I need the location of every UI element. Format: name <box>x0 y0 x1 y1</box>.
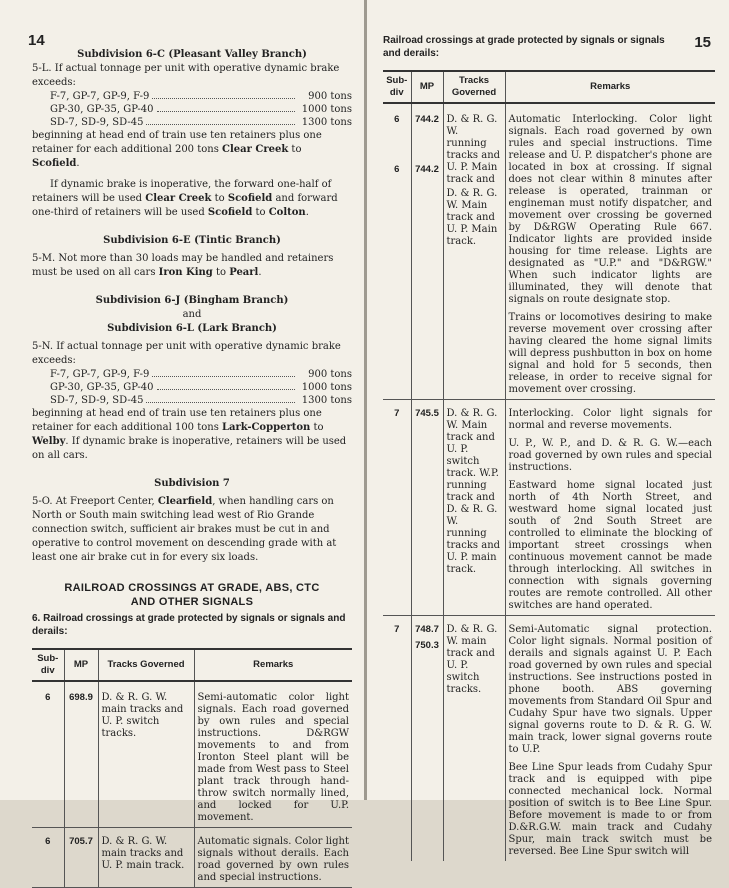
rule-5l-inoperative: If dynamic brake is inoperative, the forward one-half of retainers will be used Clear Creek to Scofield and forward one-third of retainers will be used Scofield to Colton. <box>32 179 338 218</box>
subdivision-7-heading: Subdivision 7 <box>154 478 230 489</box>
column-header-mp: MP <box>411 71 443 103</box>
right-page <box>367 0 729 857</box>
table-row: 7 748.7 750.3 D. & R. G. W. main track and U. P. switch tracks. Semi-Automatic signal protection. Color light signals. Normal position of derails and signals against U. P. Each road governed by own rules and special instructions. See instructions posted in phone booth. ABS governing movements from Standard Oil Spur and Cudahy Spur have two signals. Upper signal governs route to D. & R. G. W. main track, lower signal governs route to U.P. Bee Line Spur leads from Cudahy Spur track and is equipped with pipe connected mechanical lock. Normal position of switch is to Bee Line Spur. Before movement is made to or from D.&R.G.W. main track and Cudahy Spur, main track switch must be reversed. Bee Line Spur switch will <box>383 616 715 862</box>
continued-heading: Railroad crossings at grade protected by signals or signals and derails: <box>383 35 665 59</box>
column-header-tracks: Tracks Governed <box>443 71 505 103</box>
rule-5l-text: 5-L. If actual tonnage per unit with operative dynamic brake exceeds: <box>32 63 340 88</box>
list-item: GP-30, GP-35, GP-40 1000 tons <box>50 382 352 393</box>
subdivision-6j-heading: Subdivision 6-J (Bingham Branch) <box>95 295 289 306</box>
subdivision-6e-heading: Subdivision 6-E (Tintic Branch) <box>103 235 281 246</box>
table-row: 6 698.9 D. & R. G. W. main tracks and U. P. switch tracks. Semi-automatic color light signals. Each road governed by own rules and special instructions. D&RGW movements to and from Ironton Steel plant will be made from West pass to Steel plant track through hand-throw switch normally lined, and locked for U.P. movement. <box>32 681 352 828</box>
list-item: F-7, GP-7, GP-9, F-9 900 tons <box>50 369 352 380</box>
list-item: F-7, GP-7, GP-9, F-9 900 tons <box>50 91 352 102</box>
column-header-sub: Sub-div <box>32 649 64 681</box>
subdivision-6l-heading: Subdivision 6-L (Lark Branch) <box>107 323 277 334</box>
crossings-table <box>32 648 352 888</box>
rule-5n-text: 5-N. If actual tonnage per unit with operative dynamic brake exceeds: <box>32 341 341 366</box>
crossings-table-continued <box>383 70 715 861</box>
table-row: 7 745.5 D. & R. G. W. Main track and U. P. switch track. W.P. running track and D. & R. G. W. running tracks and U. P. main track. Interlocking. Color light signals for normal and reverse movements. U. P., W. P., and D. & R. G. W.—each road governed by own rules and special instructions. Eastward home signal located just north of 4th North Street, and westward home signal located just south of 2nd South Street are controlled to eliminate the blocking of important street crossings when continuous movement cannot be made through interlocking. All switches in connection with signals governing routes are remote controlled. All other switches are hand operated. <box>383 400 715 616</box>
column-header-tracks: Tracks Governed <box>98 649 194 681</box>
rule-5o-text: 5-O. At Freeport Center, Clearfield, when handling cars on North or South main switching lead west of Rio Grande connection switch, sufficient air brakes must be cut in and operative to control movement on descending grade with at least one air brake cut in for every six loads. <box>32 496 337 563</box>
rule-5l-retainers: beginning at head end of train use ten retainers plus one retainer for each additional 200 tons Clear Creek to Scofield. <box>32 130 322 169</box>
page-number: 15 <box>694 34 711 51</box>
column-header-sub: Sub-div <box>383 71 411 103</box>
table-row: 6 6 744.2 744.2 D. & R. G. W. running tracks and U. P. Main track and D. & R. G. W. Main track and U. P. Main track. Automatic Interlocking. Color light signals. Each road governed by own rules and special instructions. Time release and U. P. dispatcher's phone are located in box at crossing. If signal does not clear within 8 minutes after release is operated, trainman or engineman must notify dispatcher, and movement over crossing be governed by D&RGW Operating Rule 667. Indicator lights are provided inside housing for time release. Lights are designated as "U.P." and "D&RGW." When such indicator lights are illuminated, they will denote that signals on route designate stop. Trains or locomotives desiring to make reverse movement over crossing after having cleared the home signal limits will depress pushbutton in box on home signal and hold for 5 seconds, then release, in order to receive signal for movement over crossing. <box>383 103 715 400</box>
subdivision-6c-heading: Subdivision 6-C (Pleasant Valley Branch) <box>77 49 307 60</box>
list-item: GP-30, GP-35, GP-40 1000 tons <box>50 104 352 115</box>
list-item: SD-7, SD-9, SD-45 1300 tons <box>50 395 352 406</box>
table-row: 6 705.7 D. & R. G. W. main tracks and U. P. main track. Automatic signals. Color light signals without derails. Each road governed by own rules and special instructions. <box>32 828 352 888</box>
page-number: 14 <box>28 32 45 49</box>
column-header-mp: MP <box>64 649 98 681</box>
tonnage-list-5l <box>32 90 352 129</box>
crossings-heading: RAILROAD CROSSINGS AT GRADE, ABS, CTC <box>64 582 320 594</box>
rule-5m-text: 5-M. Not more than 30 loads may be handled and retainers must be used on all cars Iron King to Pearl. <box>32 253 334 278</box>
crossings-heading-2: AND OTHER SIGNALS <box>130 596 254 608</box>
rule-6-text: 6. Railroad crossings at grade protected by signals or signals and derails: <box>32 613 346 637</box>
column-header-remarks: Remarks <box>505 71 715 103</box>
and-word: and <box>182 309 202 320</box>
column-header-remarks: Remarks <box>194 649 352 681</box>
list-item: SD-7, SD-9, SD-45 1300 tons <box>50 117 352 128</box>
left-page <box>0 0 364 883</box>
tonnage-list-5n <box>32 368 352 407</box>
rule-5n-retainers: beginning at head end of train use ten retainers plus one retainer for each additional 100 tons Lark-Copperton to Welby. If dynamic brake is inoperative, retainers will be used on all cars. <box>32 408 347 461</box>
